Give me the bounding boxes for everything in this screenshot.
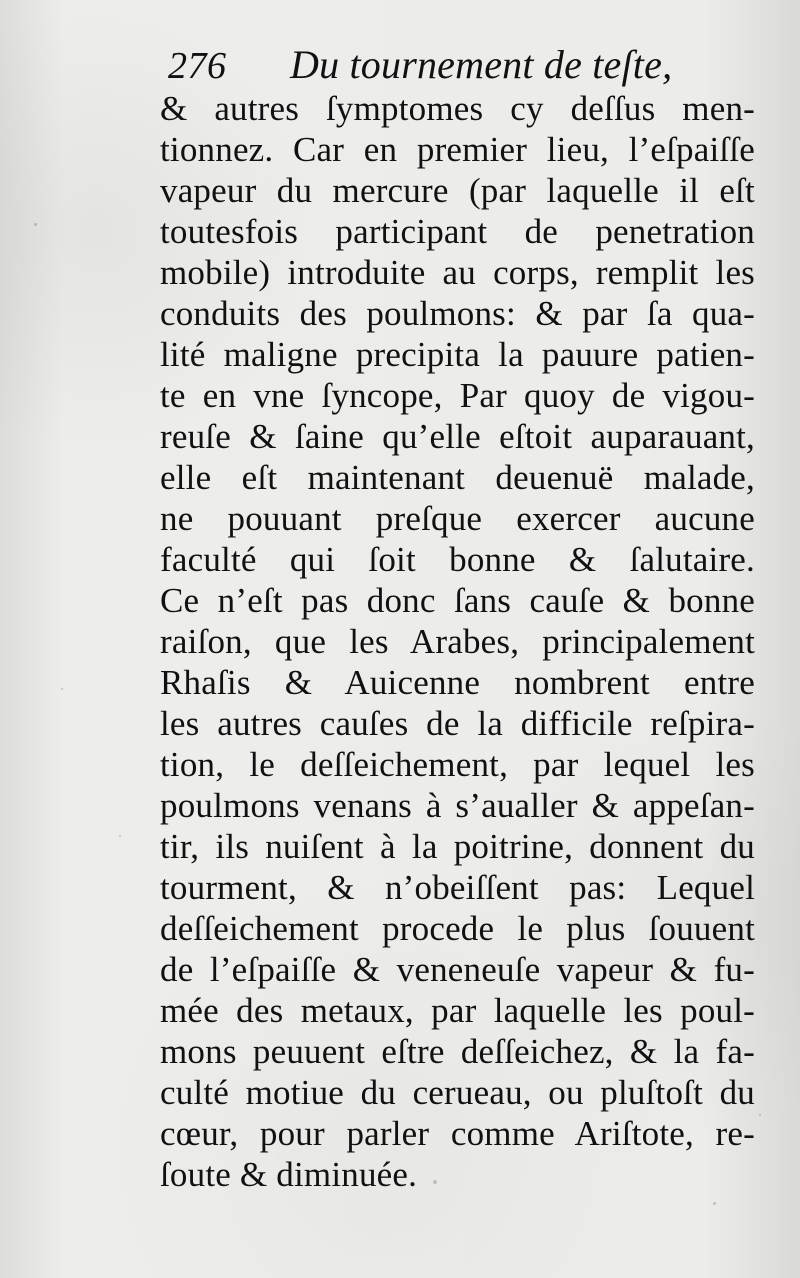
text-line-16: les autres cauſes de la difficile reſpira-: [160, 704, 755, 743]
text-line-3: vapeur du mercure (par laquelle il eſt: [160, 171, 755, 210]
paper-speck: [759, 1114, 761, 1116]
paper-speck: [34, 223, 37, 226]
text-line-12: faculté qui ſoit bonne & ſalutaire.: [160, 540, 755, 579]
text-line-10: elle eſt maintenant deuenuë malade,: [160, 458, 755, 497]
text-line-15: Rhaſis & Auicenne nombrent entre: [160, 663, 755, 702]
text-line-2: tionnez. Car en premier lieu, l’eſpaiſſe: [160, 130, 755, 169]
text-line-25: culté motiue du cerueau, ou pluſtoſt du: [160, 1073, 755, 1112]
paper-speck: [713, 1202, 716, 1205]
page-number: 276: [168, 45, 227, 87]
running-title: Du tournement de teſte,: [290, 42, 673, 87]
text-line-7: lité maligne precipita la pauure patien-: [160, 335, 755, 374]
text-line-18: poulmons venans à s’aualler & appeſan-: [160, 786, 755, 825]
text-line-9: reuſe & ſaine qu’elle eſtoit auparauant,: [160, 417, 755, 456]
text-line-22: de l’eſpaiſſe & veneneuſe vapeur & fu-: [160, 950, 755, 989]
text-line-20: tourment, & n’obeiſſent pas: Lequel: [160, 868, 755, 907]
text-line-5: mobile) introduite au corps, remplit les: [160, 253, 755, 292]
paper-speck: [61, 688, 63, 690]
text-line-21: deſſeichement procede le plus ſouuent: [160, 909, 755, 948]
text-line-1: & autres ſymptomes cy deſſus men-: [160, 89, 755, 128]
text-line-23: mée des metaux, par laquelle les poul-: [160, 991, 755, 1030]
paper-speck: [119, 835, 121, 837]
text-line-26: cœur, pour parler comme Ariſtote, re-: [160, 1114, 755, 1153]
text-line-14: raiſon, que les Arabes, principalement: [160, 622, 755, 661]
text-line-6: conduits des poulmons: & par ſa qua-: [160, 294, 755, 333]
text-block: [160, 88, 755, 1194]
text-line-24: mons peuuent eſtre deſſeichez, & la fa-: [160, 1032, 755, 1071]
text-line-11: ne pouuant preſque exercer aucune: [160, 499, 755, 538]
text-line-27: ſoute & diminuée.: [160, 1155, 418, 1194]
text-line-4: toutesfois participant de penetration: [160, 212, 755, 251]
text-line-13: Ce n’eſt pas donc ſans cauſe & bonne: [160, 581, 755, 620]
text-line-19: tir, ils nuiſent à la poitrine, donnent du: [160, 827, 755, 866]
text-line-17: tion, le deſſeichement, par lequel les: [160, 745, 755, 784]
page-header: [160, 38, 680, 90]
text-line-8: te en vne ſyncope, Par quoy de vigou-: [160, 376, 755, 415]
